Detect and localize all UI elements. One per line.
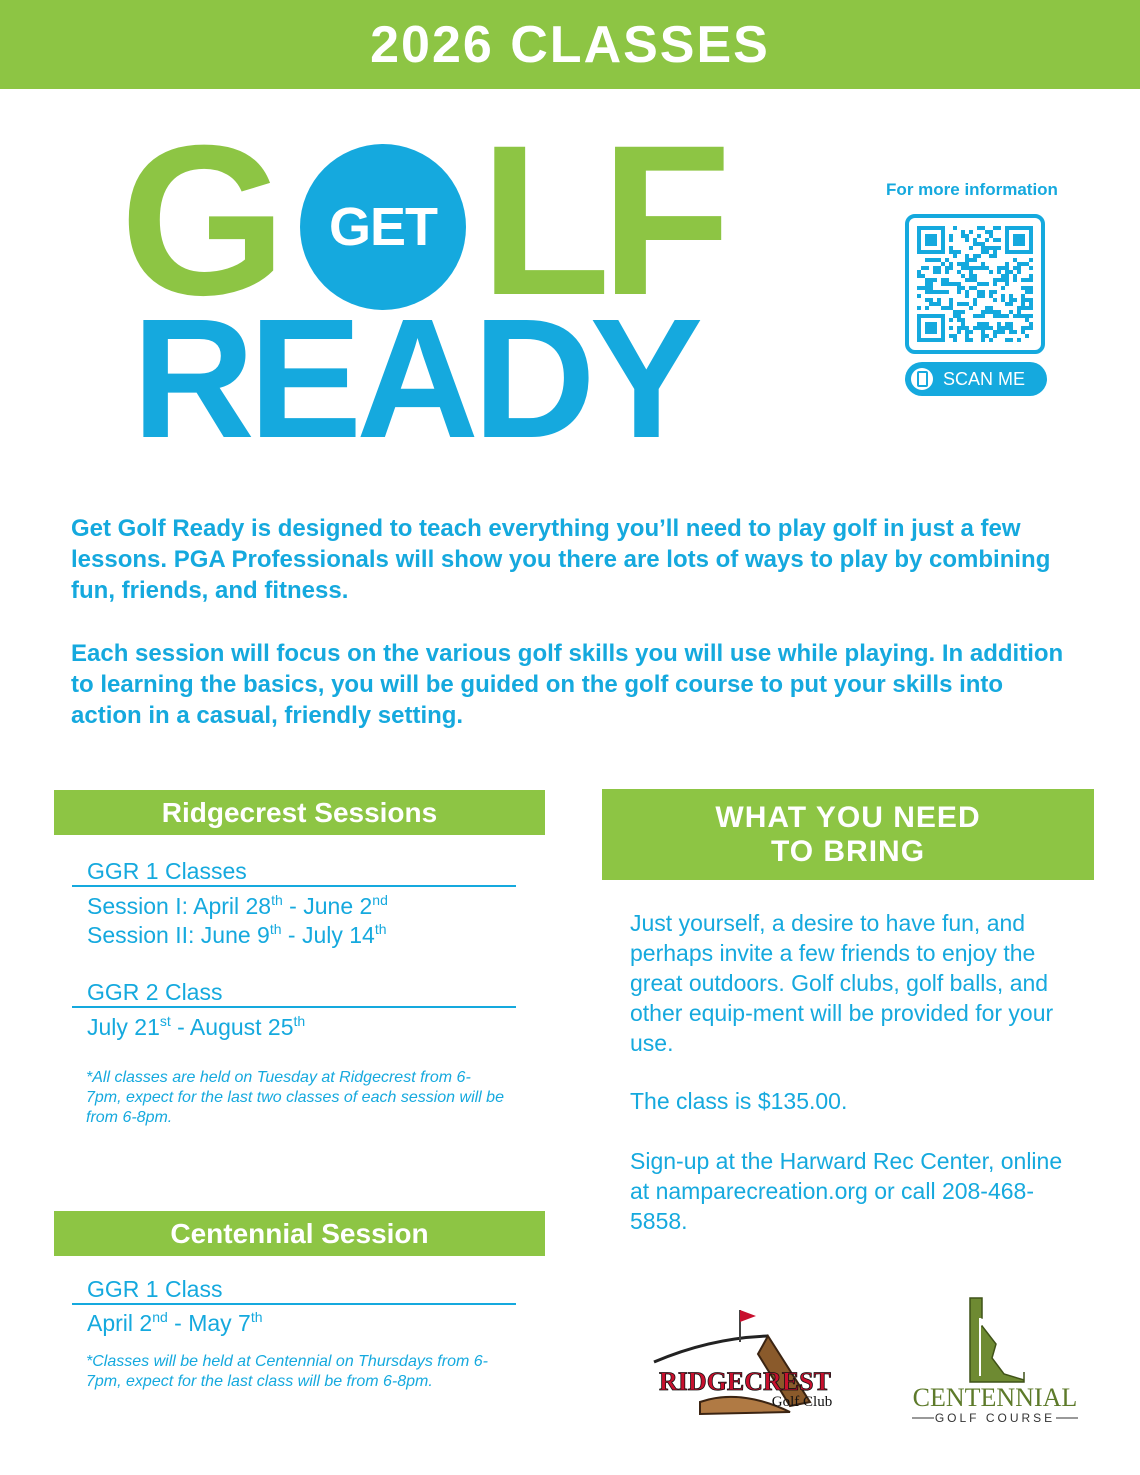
need-title-line-1: WHAT YOU NEED <box>715 800 981 834</box>
signup-info: Sign-up at the Harward Rec Center, online at namparecreation.org or call 208-468-5858. <box>630 1148 1063 1234</box>
logo-get-text: GET <box>328 197 437 257</box>
ridgecrest-logo-sub: Golf Club <box>771 1394 833 1410</box>
logo-letters-lf: LF <box>480 101 722 340</box>
scan-me-label: SCAN ME <box>943 368 1026 389</box>
what-you-need-header <box>602 789 1094 880</box>
qr-code[interactable] <box>905 214 1045 354</box>
qr-block <box>870 180 1074 396</box>
ridgecrest-ggr1-heading: GGR 1 Classes <box>87 858 516 887</box>
ridgecrest-session-1: Session I: April 28th - June 2nd <box>87 892 388 919</box>
ridgecrest-golf-club-logo <box>640 1302 850 1422</box>
need-paragraph: Just yourself, a desire to have fun, and perhaps invite a few friends to enjoy the great outdoors. Golf clubs, golf balls, and other equip-ment will be provided for your use. <box>630 910 1054 1056</box>
banner-title: 2026 CLASSES <box>370 15 770 74</box>
centennial-session-1: April 2nd - May 7th <box>87 1309 263 1336</box>
centennial-logo-sub: GOLF COURSE <box>934 1411 1056 1425</box>
centennial-golf-course-logo <box>900 1292 1090 1427</box>
logo-ready: READY <box>132 284 698 474</box>
intro-paragraph-2: Each session will focus on the various golf skills you will use while playing. In addition to learning the basics, you will be guided on the golf course to put your skills into action in a casual, friendly setting. <box>71 640 1064 729</box>
qr-code-icon <box>917 226 1033 342</box>
intro-paragraph-1: Get Golf Ready is designed to teach everything you’ll need to play golf in just a few lessons. PGA Professionals will show you there are lots of ways to play by combining fun, friends, and fitness. <box>71 515 1051 604</box>
ridgecrest-sessions-header <box>54 790 545 835</box>
centennial-note: *Classes will be held at Centennial on Thursdays from 6-7pm, expect for the last class will be from 6-8pm. <box>86 1353 488 1390</box>
phone-icon <box>911 368 933 390</box>
centennial-logo-name: CENTENNIAL <box>912 1383 1078 1412</box>
ridgecrest-ggr2-session: July 21st - August 25th <box>87 1013 306 1040</box>
ridgecrest-session-2: Session II: June 9th - July 14th <box>87 921 387 948</box>
top-banner <box>0 0 1140 89</box>
ridgecrest-logo-name: RIDGECREST <box>659 1367 831 1396</box>
qr-caption: For more information <box>886 180 1058 199</box>
centennial-session-header <box>54 1211 545 1256</box>
need-title-line-2: TO BRING <box>770 834 926 868</box>
logo-letter-g: G <box>120 101 281 340</box>
ridgecrest-ggr2-heading: GGR 2 Class <box>87 979 516 1008</box>
centennial-ggr1-heading: GGR 1 Class <box>87 1276 516 1305</box>
scan-me-button[interactable] <box>905 362 1047 396</box>
ridgecrest-note: *All classes are held on Tuesday at Ridgecrest from 6-7pm, expect for the last two classes of each session will be from 6-8pm. <box>86 1069 504 1126</box>
centennial-title: Centennial Session <box>170 1217 429 1249</box>
ridgecrest-title: Ridgecrest Sessions <box>161 796 438 828</box>
get-golf-ready-logo <box>120 101 750 474</box>
class-price: The class is $135.00. <box>630 1088 848 1114</box>
